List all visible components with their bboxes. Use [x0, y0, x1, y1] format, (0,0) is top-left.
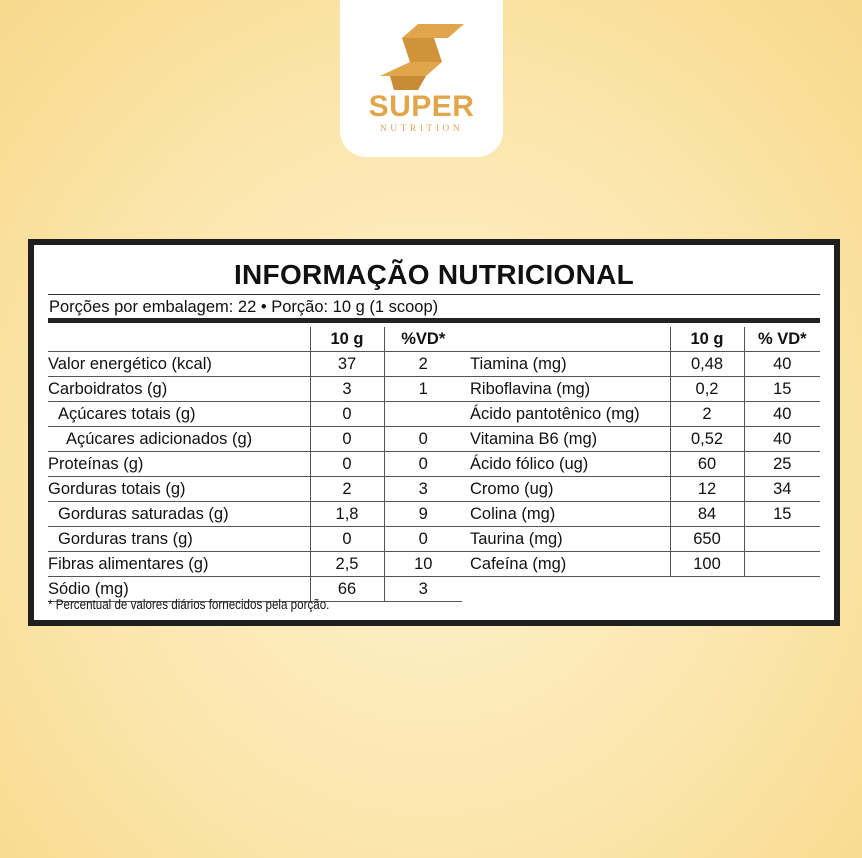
- nutrient-daily-value: 0: [384, 452, 462, 477]
- nutrient-daily-value: 3: [384, 577, 462, 602]
- header-amount: 10 g: [310, 327, 384, 352]
- header-daily-value: %VD*: [384, 327, 462, 352]
- nutrient-label: Cromo (ug): [462, 477, 670, 502]
- nutrient-label: Gorduras totais (g): [48, 477, 310, 502]
- nutrient-daily-value: 40: [744, 427, 820, 452]
- table-row: [462, 352, 820, 377]
- nutrient-label: Taurina (mg): [462, 527, 670, 552]
- nutrient-label: Ácido pantotênico (mg): [462, 402, 670, 427]
- nutrition-facts-panel: [28, 239, 840, 626]
- table-row: [48, 552, 462, 577]
- serving-info: Porções por embalagem: 22 • Porção: 10 g (1 scoop): [49, 298, 439, 316]
- nutrient-amount: 60: [670, 452, 744, 477]
- nutrient-daily-value: 2: [384, 352, 462, 377]
- nutrition-facts-inner: [34, 245, 834, 620]
- brand-name: SUPER: [368, 90, 475, 123]
- nutrient-label: Proteínas (g): [48, 452, 310, 477]
- divider-thick: [48, 318, 820, 323]
- nutrient-amount: 0: [310, 452, 384, 477]
- nutrient-amount: 1,8: [310, 502, 384, 527]
- nutrient-daily-value: [384, 402, 462, 427]
- nutrient-amount: 100: [670, 552, 744, 577]
- nutrient-amount: 0: [310, 402, 384, 427]
- table-header-row: [48, 327, 462, 352]
- nutrient-daily-value: 34: [744, 477, 820, 502]
- nutrient-label: Sódio (mg): [48, 577, 310, 602]
- nutrient-amount: 2: [670, 402, 744, 427]
- nutrient-amount: 37: [310, 352, 384, 377]
- table-row: [462, 452, 820, 477]
- header-daily-value: % VD*: [744, 327, 820, 352]
- table-row: [462, 377, 820, 402]
- nutrient-amount: 650: [670, 527, 744, 552]
- nutrient-amount: 0: [310, 527, 384, 552]
- table-row: [48, 377, 462, 402]
- table-header-row: [462, 327, 820, 352]
- header-blank: [462, 327, 670, 352]
- table-row: [48, 427, 462, 452]
- nutrient-amount: 0,48: [670, 352, 744, 377]
- nutrient-amount: 12: [670, 477, 744, 502]
- table-row: [48, 527, 462, 552]
- nutrient-daily-value: 9: [384, 502, 462, 527]
- nutrient-daily-value: 40: [744, 402, 820, 427]
- nutrient-label: Vitamina B6 (mg): [462, 427, 670, 452]
- nutrient-daily-value: 0: [384, 527, 462, 552]
- header-blank: [48, 327, 310, 352]
- nutrition-table-right: [462, 327, 820, 577]
- nutrient-label: Carboidratos (g): [48, 377, 310, 402]
- nutrient-amount: 0: [310, 427, 384, 452]
- nutrient-label: Açúcares adicionados (g): [48, 427, 310, 452]
- nutrient-amount: 84: [670, 502, 744, 527]
- table-row: [462, 402, 820, 427]
- table-row: [462, 552, 820, 577]
- footnote: * Percentual de valores diários fornecidos pela porção.: [48, 597, 330, 612]
- table-row: [48, 452, 462, 477]
- nutrient-daily-value: [744, 552, 820, 577]
- brand-tagline: NUTRITION: [379, 124, 464, 134]
- nutrient-amount: 0,2: [670, 377, 744, 402]
- table-row: [462, 527, 820, 552]
- table-row: [462, 477, 820, 502]
- nutrient-daily-value: 10: [384, 552, 462, 577]
- table-row: [48, 402, 462, 427]
- nutrient-amount: 66: [310, 577, 384, 602]
- nutrient-label: Cafeína (mg): [462, 552, 670, 577]
- nutrient-label: Riboflavina (mg): [462, 377, 670, 402]
- nutrient-label: Ácido fólico (ug): [462, 452, 670, 477]
- nutrient-daily-value: 15: [744, 377, 820, 402]
- nutrient-label: Tiamina (mg): [462, 352, 670, 377]
- header-amount: 10 g: [670, 327, 744, 352]
- nutrient-daily-value: 0: [384, 427, 462, 452]
- nutrient-daily-value: 1: [384, 377, 462, 402]
- nutrient-daily-value: 25: [744, 452, 820, 477]
- super-logo-icon: [380, 24, 464, 90]
- nutrient-label: Fibras alimentares (g): [48, 552, 310, 577]
- table-row: [462, 502, 820, 527]
- nutrient-daily-value: 15: [744, 502, 820, 527]
- nutrient-label: Gorduras saturadas (g): [48, 502, 310, 527]
- divider: [48, 294, 820, 295]
- nutrient-amount: 2,5: [310, 552, 384, 577]
- nutrient-daily-value: [744, 527, 820, 552]
- nutrient-label: Colina (mg): [462, 502, 670, 527]
- table-row: [48, 502, 462, 527]
- nutrient-amount: 3: [310, 377, 384, 402]
- nutrient-label: Açúcares totais (g): [48, 402, 310, 427]
- panel-title: INFORMAÇÃO NUTRICIONAL: [233, 259, 635, 290]
- nutrient-amount: 2: [310, 477, 384, 502]
- table-row: [462, 427, 820, 452]
- table-row: [48, 477, 462, 502]
- nutrition-table-left: [48, 327, 462, 602]
- nutrient-daily-value: 3: [384, 477, 462, 502]
- nutrient-label: Gorduras trans (g): [48, 527, 310, 552]
- nutrient-amount: 0,52: [670, 427, 744, 452]
- nutrient-daily-value: 40: [744, 352, 820, 377]
- brand-logo-card: [340, 0, 503, 157]
- nutrient-label: Valor energético (kcal): [48, 352, 310, 377]
- table-row: [48, 352, 462, 377]
